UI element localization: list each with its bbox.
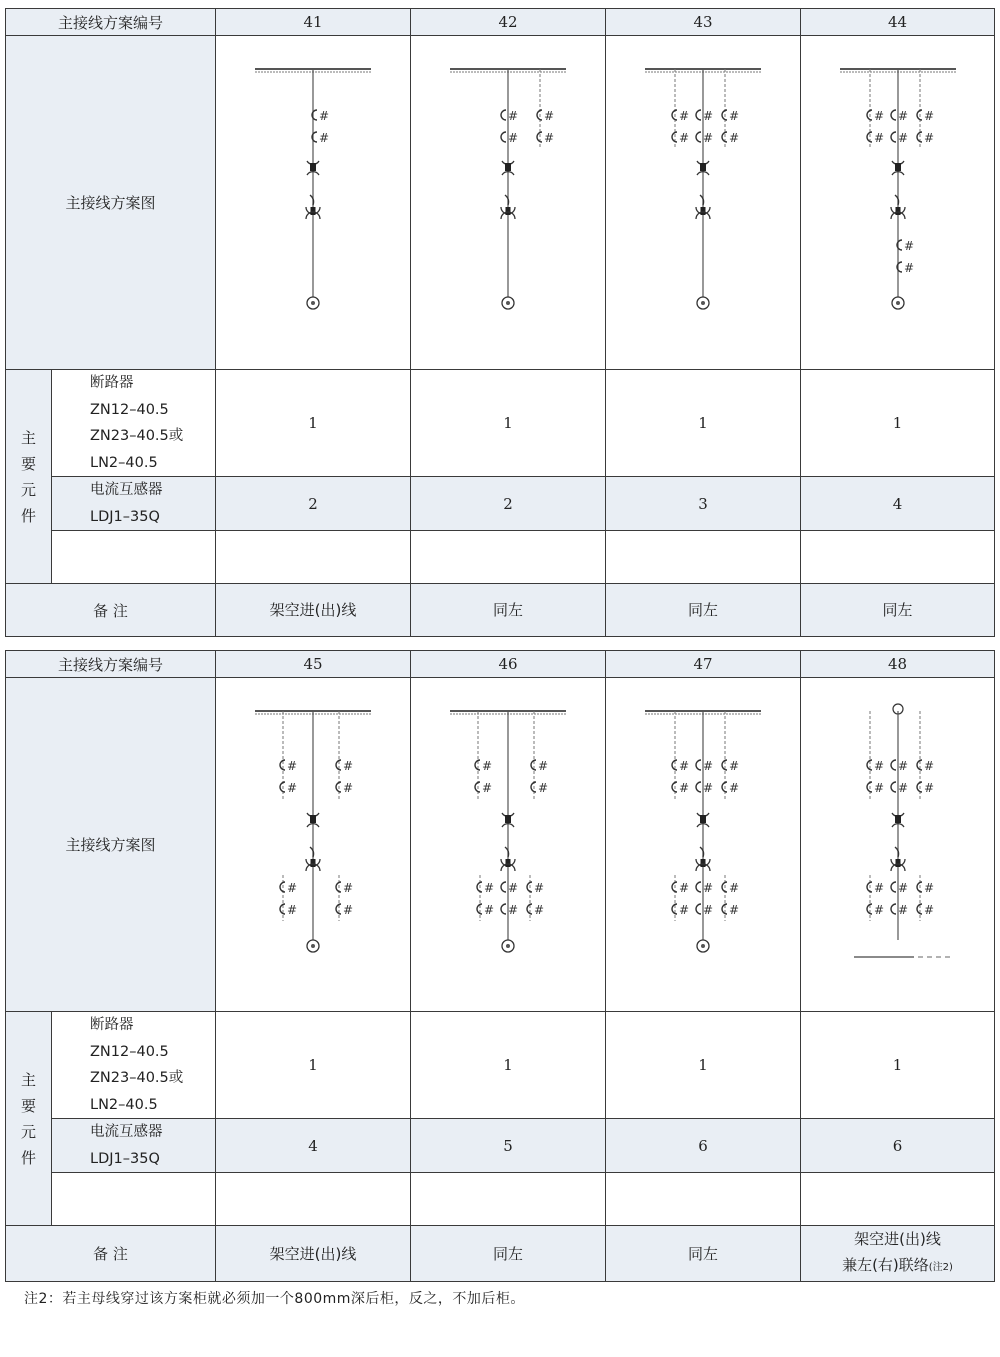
- current-transformer-icon: #: [508, 108, 519, 123]
- current-transformer-icon: #: [729, 780, 740, 795]
- cable-terminal-icon: [701, 944, 705, 948]
- cable-terminal-icon: [506, 944, 510, 948]
- current-transformer-icon: #: [903, 238, 914, 253]
- current-transformer-icon: [501, 904, 506, 914]
- cable-terminal-icon: [311, 944, 315, 948]
- current-transformer-icon: #: [923, 130, 934, 145]
- wiring-diagram-42: [428, 53, 588, 353]
- current-transformer-icon: [891, 904, 896, 914]
- diagram-42: [411, 36, 606, 370]
- current-transformer-icon: #: [287, 880, 298, 895]
- current-transformer-icon: #: [538, 780, 549, 795]
- circuit-breaker-icon: [895, 163, 901, 171]
- current-transformer-icon: #: [508, 130, 519, 145]
- current-transformer-icon: #: [897, 130, 908, 145]
- remark-41: 架空进(出)线: [216, 584, 411, 637]
- ct-qty-45: 4: [216, 1119, 411, 1173]
- fuse-icon: [506, 207, 511, 215]
- breaker-label: 断路器 ZN12–40.5 ZN23–40.5或 LN2–40.5: [52, 1012, 216, 1119]
- remark-46: 同左: [411, 1226, 606, 1282]
- current-transformer-icon: #: [923, 758, 934, 773]
- current-transformer-icon: #: [508, 902, 519, 917]
- current-transformer-icon: #: [873, 108, 884, 123]
- wiring-diagram-45: [233, 695, 393, 995]
- breaker-qty-46: 1: [411, 1012, 606, 1119]
- current-transformer-icon: #: [534, 880, 545, 895]
- current-transformer-icon: #: [544, 108, 555, 123]
- footnote: 注2：若主母线穿过该方案柜就必须加一个800mm深后柜，反之，不加后柜。: [24, 1291, 525, 1307]
- ct-label: 电流互感器 LDJ1–35Q: [52, 1119, 216, 1173]
- ct-label: 电流互感器 LDJ1–35Q: [52, 477, 216, 531]
- cable-terminal-icon: [506, 301, 510, 305]
- empty-cell: [52, 531, 216, 584]
- diagram-48: [801, 678, 995, 1012]
- ct-qty-43: 3: [606, 477, 801, 531]
- current-transformer-icon: #: [679, 130, 690, 145]
- current-transformer-icon: #: [679, 780, 690, 795]
- cable-terminal-icon: [701, 301, 705, 305]
- current-transformer-icon: #: [679, 108, 690, 123]
- current-transformer-icon: #: [679, 758, 690, 773]
- current-transformer-icon: [501, 882, 506, 892]
- current-transformer-icon: #: [897, 902, 908, 917]
- current-transformer-icon: #: [729, 880, 740, 895]
- breaker-qty-48: 1: [801, 1012, 995, 1119]
- circuit-breaker-icon: [310, 815, 316, 823]
- current-transformer-icon: #: [923, 108, 934, 123]
- remark-42: 同左: [411, 584, 606, 637]
- fuse-icon: [895, 207, 900, 215]
- current-transformer-icon: #: [873, 902, 884, 917]
- current-transformer-icon: #: [897, 880, 908, 895]
- current-transformer-icon: [891, 782, 896, 792]
- ct-qty-47: 6: [606, 1119, 801, 1173]
- empty-cell: [411, 531, 606, 584]
- wiring-diagram-43: [623, 53, 783, 353]
- wiring-diagram-46: [428, 695, 588, 995]
- current-transformer-icon: #: [319, 130, 330, 145]
- wiring-diagram-48: [818, 695, 978, 995]
- fuse-icon: [506, 859, 511, 867]
- current-transformer-icon: [696, 110, 701, 120]
- scheme-number-41: 41: [216, 9, 411, 36]
- current-transformer-icon: #: [873, 758, 884, 773]
- ct-qty-48: 6: [801, 1119, 995, 1173]
- current-transformer-icon: #: [679, 880, 690, 895]
- empty-cell: [801, 1173, 995, 1226]
- scheme-number-47: 47: [606, 651, 801, 678]
- circuit-breaker-icon: [505, 163, 511, 171]
- main-components-label: 主 要 元 件: [6, 370, 52, 584]
- current-transformer-icon: #: [343, 758, 354, 773]
- current-transformer-icon: #: [903, 260, 914, 275]
- current-transformer-icon: #: [508, 880, 519, 895]
- main-components-label: 主 要 元 件: [6, 1012, 52, 1226]
- current-transformer-icon: #: [703, 780, 714, 795]
- fuse-icon: [311, 859, 316, 867]
- circuit-breaker-icon: [505, 815, 511, 823]
- breaker-qty-42: 1: [411, 370, 606, 477]
- diagram-41: [216, 36, 411, 370]
- current-transformer-icon: #: [343, 902, 354, 917]
- diagram-43: [606, 36, 801, 370]
- current-transformer-icon: #: [729, 108, 740, 123]
- scheme-table-2: [5, 650, 995, 1282]
- cable-terminal-icon: [311, 301, 315, 305]
- current-transformer-icon: #: [897, 108, 908, 123]
- current-transformer-icon: #: [897, 780, 908, 795]
- remark-44: 同左: [801, 584, 995, 637]
- breaker-qty-47: 1: [606, 1012, 801, 1119]
- scheme-number-label: 主接线方案编号: [6, 9, 216, 36]
- fuse-icon: [701, 207, 706, 215]
- current-transformer-icon: [891, 110, 896, 120]
- scheme-number-48: 48: [801, 651, 995, 678]
- empty-cell: [606, 531, 801, 584]
- fuse-icon: [895, 859, 900, 867]
- diagram-47: [606, 678, 801, 1012]
- remark-43: 同左: [606, 584, 801, 637]
- circuit-breaker-icon: [700, 815, 706, 823]
- scheme-number-43: 43: [606, 9, 801, 36]
- breaker-label: 断路器 ZN12–40.5 ZN23–40.5或 LN2–40.5: [52, 370, 216, 477]
- current-transformer-icon: #: [703, 108, 714, 123]
- current-transformer-icon: [696, 782, 701, 792]
- ct-qty-42: 2: [411, 477, 606, 531]
- current-transformer-icon: #: [729, 902, 740, 917]
- scheme-number-46: 46: [411, 651, 606, 678]
- current-transformer-icon: #: [319, 108, 330, 123]
- fuse-icon: [701, 859, 706, 867]
- current-transformer-icon: [696, 882, 701, 892]
- current-transformer-icon: #: [482, 758, 493, 773]
- remark-48: 架空进(出)线 兼左(右)联络(注2): [801, 1226, 995, 1282]
- ct-qty-46: 5: [411, 1119, 606, 1173]
- current-transformer-icon: #: [729, 758, 740, 773]
- current-transformer-icon: #: [484, 902, 495, 917]
- remark-45: 架空进(出)线: [216, 1226, 411, 1282]
- current-transformer-icon: [696, 760, 701, 770]
- current-transformer-icon: [501, 132, 506, 142]
- current-transformer-icon: #: [923, 902, 934, 917]
- remark-label: 备 注: [6, 1226, 216, 1282]
- breaker-qty-43: 1: [606, 370, 801, 477]
- wiring-diagram-47: [623, 695, 783, 995]
- circuit-breaker-icon: [310, 163, 316, 171]
- current-transformer-icon: [501, 110, 506, 120]
- current-transformer-icon: #: [287, 902, 298, 917]
- wiring-diagram-41: [233, 53, 393, 353]
- empty-cell: [52, 1173, 216, 1226]
- current-transformer-icon: #: [923, 880, 934, 895]
- current-transformer-icon: #: [897, 758, 908, 773]
- fuse-icon: [311, 207, 316, 215]
- scheme-diagram-label: 主接线方案图: [6, 678, 216, 1012]
- empty-cell: [606, 1173, 801, 1226]
- current-transformer-icon: #: [287, 758, 298, 773]
- scheme-number-44: 44: [801, 9, 995, 36]
- remark-label: 备 注: [6, 584, 216, 637]
- diagram-46: [411, 678, 606, 1012]
- current-transformer-icon: [891, 882, 896, 892]
- ct-qty-44: 4: [801, 477, 995, 531]
- circuit-breaker-icon: [895, 815, 901, 823]
- current-transformer-icon: #: [482, 780, 493, 795]
- scheme-number-label: 主接线方案编号: [6, 651, 216, 678]
- remark-47: 同左: [606, 1226, 801, 1282]
- empty-cell: [216, 1173, 411, 1226]
- breaker-qty-41: 1: [216, 370, 411, 477]
- empty-cell: [801, 531, 995, 584]
- empty-cell: [216, 531, 411, 584]
- current-transformer-icon: [696, 904, 701, 914]
- current-transformer-icon: #: [703, 880, 714, 895]
- current-transformer-icon: #: [703, 902, 714, 917]
- current-transformer-icon: #: [873, 130, 884, 145]
- current-transformer-icon: #: [729, 130, 740, 145]
- wiring-diagram-44: [818, 53, 978, 353]
- current-transformer-icon: #: [343, 880, 354, 895]
- current-transformer-icon: [696, 132, 701, 142]
- scheme-number-42: 42: [411, 9, 606, 36]
- empty-cell: [411, 1173, 606, 1226]
- current-transformer-icon: #: [538, 758, 549, 773]
- current-transformer-icon: #: [873, 880, 884, 895]
- current-transformer-icon: #: [703, 130, 714, 145]
- circuit-breaker-icon: [700, 163, 706, 171]
- current-transformer-icon: #: [343, 780, 354, 795]
- scheme-table-1: [5, 8, 995, 637]
- current-transformer-icon: #: [287, 780, 298, 795]
- current-transformer-icon: [891, 760, 896, 770]
- current-transformer-icon: #: [534, 902, 545, 917]
- cable-terminal-icon: [896, 301, 900, 305]
- breaker-qty-44: 1: [801, 370, 995, 477]
- current-transformer-icon: #: [703, 758, 714, 773]
- scheme-diagram-label: 主接线方案图: [6, 36, 216, 370]
- diagram-45: [216, 678, 411, 1012]
- current-transformer-icon: #: [484, 880, 495, 895]
- ct-qty-41: 2: [216, 477, 411, 531]
- diagram-44: [801, 36, 995, 370]
- current-transformer-icon: #: [873, 780, 884, 795]
- current-transformer-icon: #: [923, 780, 934, 795]
- current-transformer-icon: #: [679, 902, 690, 917]
- current-transformer-icon: #: [544, 130, 555, 145]
- scheme-number-45: 45: [216, 651, 411, 678]
- current-transformer-icon: [891, 132, 896, 142]
- breaker-qty-45: 1: [216, 1012, 411, 1119]
